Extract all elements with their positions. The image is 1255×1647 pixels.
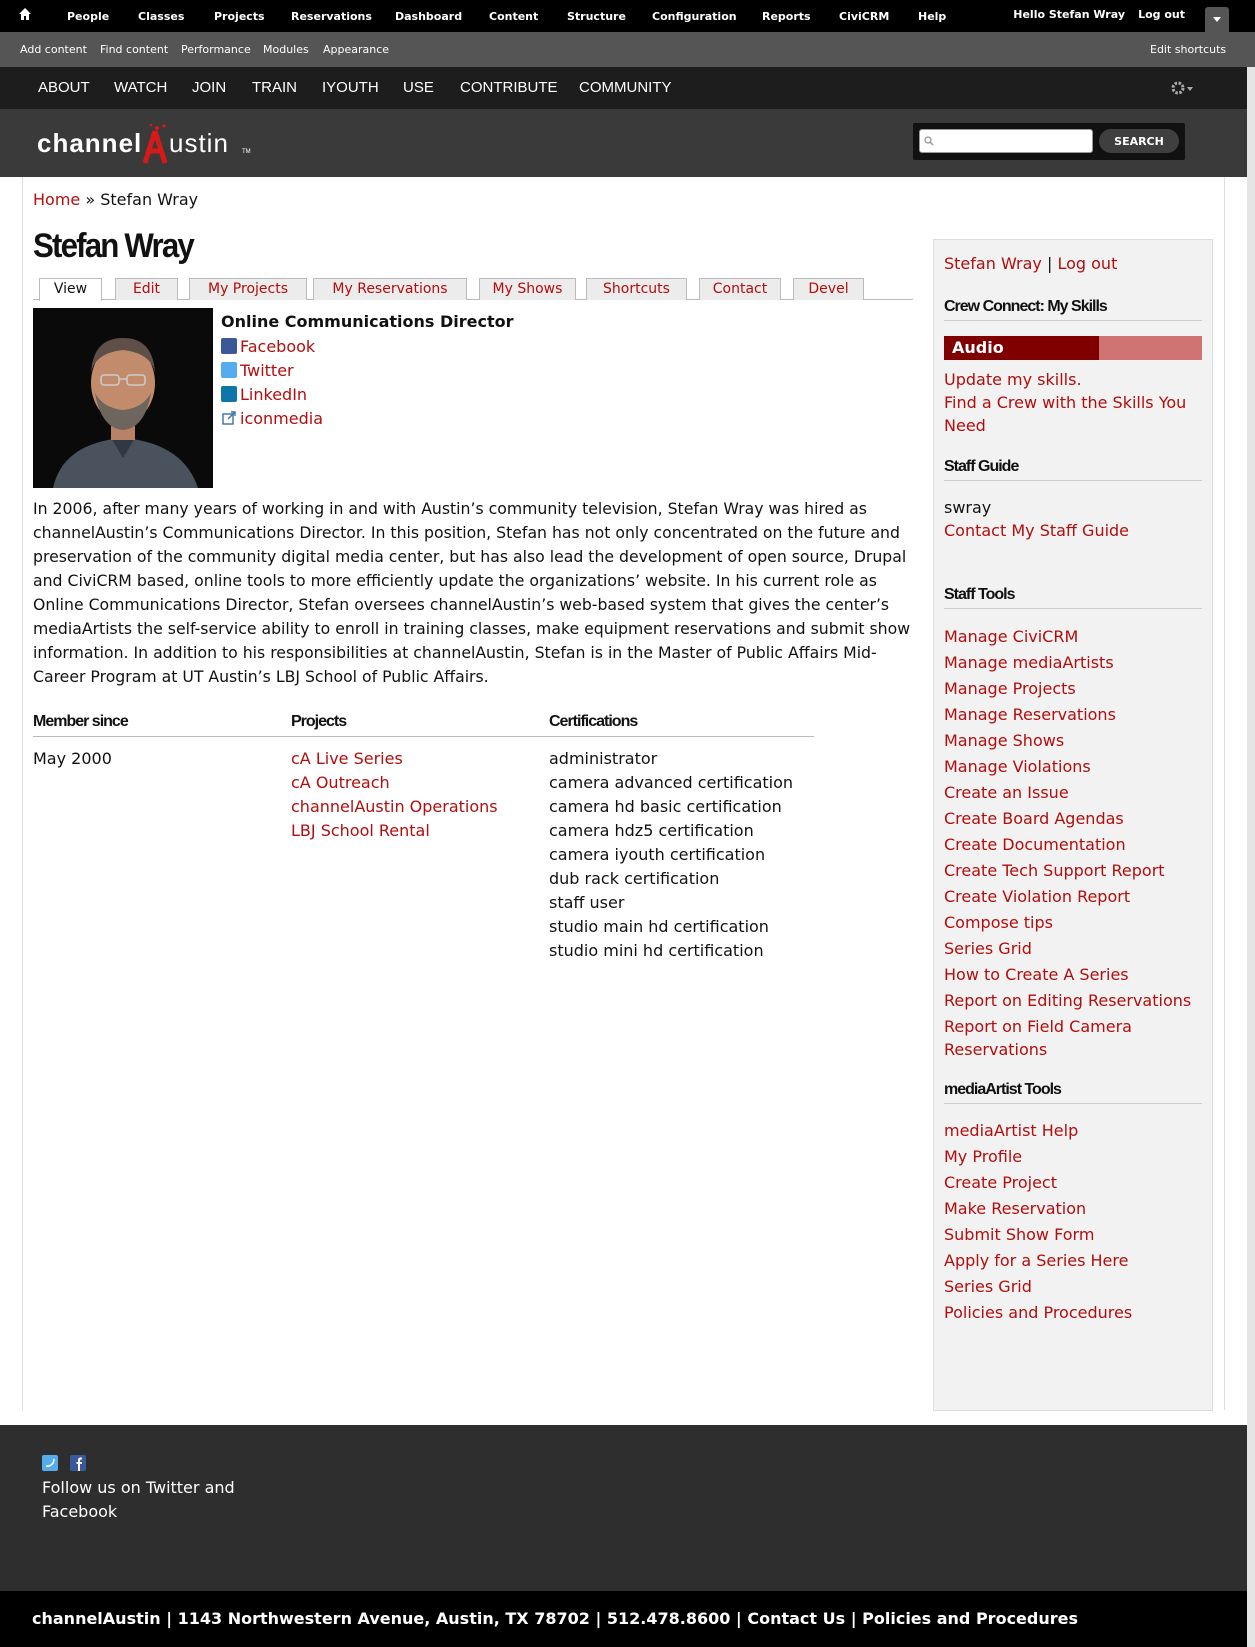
project-link[interactable]: channelAustin Operations bbox=[291, 797, 498, 816]
staff-tool-link[interactable]: Create Violation Report bbox=[944, 887, 1131, 906]
staff-guide-user: swray bbox=[944, 498, 992, 517]
svg-text:TM: TM bbox=[242, 149, 251, 155]
footer-bottom-bar bbox=[0, 1591, 1247, 1647]
twitter-link[interactable]: Twitter bbox=[240, 360, 294, 380]
mediaartist-tool-link[interactable]: My Profile bbox=[944, 1147, 1023, 1166]
external-link-icon bbox=[221, 410, 237, 426]
staff-tools-heading: Staff Tools bbox=[944, 586, 1202, 609]
nav-watch[interactable]: WATCH bbox=[114, 79, 168, 96]
facebook-icon bbox=[221, 338, 237, 354]
toolbar-item-civicrm[interactable]: CiviCRM bbox=[839, 10, 890, 23]
tab-view[interactable]: View bbox=[39, 278, 102, 301]
toolbar-item-reports[interactable]: Reports bbox=[762, 10, 811, 23]
profile-photo bbox=[33, 308, 213, 488]
nav-community[interactable]: COMMUNITY bbox=[579, 79, 672, 96]
toolbar-item-people[interactable]: People bbox=[67, 10, 110, 23]
edit-shortcuts-link[interactable]: Edit shortcuts bbox=[1150, 43, 1227, 56]
admin-toolbar bbox=[0, 0, 1255, 32]
toolbar-item-content[interactable]: Content bbox=[489, 10, 539, 23]
nav-use[interactable]: USE bbox=[403, 79, 434, 96]
footer-address: 1143 Northwestern Avenue, Austin, TX 78702 bbox=[177, 1609, 590, 1628]
tab-edit[interactable]: Edit bbox=[115, 278, 178, 300]
job-title: Online Communications Director bbox=[221, 312, 514, 331]
certifications-heading: Certifications bbox=[549, 713, 814, 737]
tab-my-projects[interactable]: My Projects bbox=[189, 278, 307, 300]
sidebar-user-line bbox=[944, 254, 1117, 273]
chevron-down-icon bbox=[1213, 17, 1221, 22]
linkedin-link[interactable]: LinkedIn bbox=[240, 384, 308, 404]
toolbar-user-greeting[interactable]: Hello Stefan Wray bbox=[1013, 8, 1125, 21]
footer-phone: 512.478.8600 bbox=[606, 1609, 731, 1628]
shortcut-appearance[interactable]: Appearance bbox=[323, 43, 390, 56]
footer-org: channelAustin bbox=[32, 1609, 161, 1628]
certification-item: camera iyouth certification bbox=[549, 845, 766, 864]
member-since-heading: Member since bbox=[33, 713, 298, 737]
mediaartist-tool-link[interactable]: Create Project bbox=[944, 1173, 1057, 1192]
nav-iyouth[interactable]: IYOUTH bbox=[322, 79, 379, 96]
shortcut-bar bbox=[0, 32, 1255, 67]
follow-us-text: Follow us on Twitter and Facebook bbox=[42, 1478, 235, 1521]
breadcrumb-current: Stefan Wray bbox=[100, 190, 199, 209]
staff-tools-list bbox=[944, 625, 1191, 1061]
staff-tool-link[interactable]: Create an Issue bbox=[944, 783, 1069, 802]
certification-item: camera hd basic certification bbox=[549, 797, 782, 816]
footer-separator: | bbox=[166, 1609, 173, 1628]
project-link[interactable]: LBJ School Rental bbox=[291, 821, 430, 840]
site-footer bbox=[0, 1425, 1247, 1591]
footer-contact-link[interactable]: Contact Us bbox=[747, 1609, 846, 1628]
sidebar-logout-link[interactable]: Log out bbox=[1057, 254, 1118, 273]
contact-staff-guide-link[interactable]: Contact My Staff Guide bbox=[944, 521, 1130, 540]
staff-tool-link[interactable]: Report on Field Camera Reservations bbox=[944, 1017, 1132, 1059]
toolbar-item-help[interactable]: Help bbox=[918, 10, 947, 23]
mediaartist-tool-link[interactable]: Make Reservation bbox=[944, 1199, 1087, 1218]
mediaartist-tool-link[interactable]: Series Grid bbox=[944, 1277, 1032, 1296]
mediaartist-tools-list bbox=[944, 1119, 1132, 1324]
certification-item: studio main hd certification bbox=[549, 917, 769, 936]
tab-shortcuts[interactable]: Shortcuts bbox=[586, 278, 687, 300]
projects-heading: Projects bbox=[291, 713, 556, 737]
main-navigation bbox=[0, 67, 1247, 109]
sidebar bbox=[933, 239, 1213, 1411]
toolbar-item-projects[interactable]: Projects bbox=[214, 10, 265, 23]
page-content bbox=[22, 177, 1225, 1410]
breadcrumb-separator: » bbox=[85, 190, 96, 209]
search-icon bbox=[924, 136, 934, 146]
mediaartist-tools-heading: mediaArtist Tools bbox=[944, 1081, 1202, 1104]
mediaartist-tool-link[interactable]: Policies and Procedures bbox=[944, 1303, 1133, 1322]
site-header bbox=[0, 109, 1247, 177]
tab-contact[interactable]: Contact bbox=[699, 278, 781, 300]
sidebar-user-link[interactable]: Stefan Wray bbox=[944, 254, 1042, 273]
member-since-section bbox=[33, 713, 298, 771]
staff-tool-link[interactable]: Create Documentation bbox=[944, 835, 1126, 854]
certification-item: dub rack certification bbox=[549, 869, 720, 888]
skill-progress-bar bbox=[944, 336, 1202, 360]
footer-separator: | bbox=[850, 1609, 857, 1628]
nav-join[interactable]: JOIN bbox=[192, 79, 227, 96]
projects-section bbox=[291, 713, 556, 843]
breadcrumb-home-link[interactable]: Home bbox=[33, 190, 81, 209]
certifications-section bbox=[549, 713, 814, 963]
staff-tool-link[interactable]: Manage Violations bbox=[944, 757, 1091, 776]
shortcut-modules[interactable]: Modules bbox=[263, 43, 309, 56]
search-input[interactable] bbox=[919, 129, 1093, 153]
nav-about[interactable]: ABOUT bbox=[38, 79, 90, 96]
crew-connect-heading: Crew Connect: My Skills bbox=[944, 298, 1202, 321]
window-edge bbox=[1247, 67, 1255, 1647]
staff-tool-link[interactable]: Manage mediaArtists bbox=[944, 653, 1114, 672]
facebook-link[interactable]: Facebook bbox=[240, 336, 316, 356]
staff-tool-link[interactable]: Create Tech Support Report bbox=[944, 861, 1165, 880]
twitter-icon[interactable] bbox=[42, 1455, 58, 1471]
shortcut-add-content[interactable]: Add content bbox=[20, 43, 87, 56]
member-since-value: May 2000 bbox=[33, 749, 112, 768]
tab-my-reservations[interactable]: My Reservations bbox=[313, 278, 467, 300]
toolbar-item-configuration[interactable]: Configuration bbox=[652, 10, 737, 23]
home-icon[interactable] bbox=[18, 7, 32, 21]
profile-tabs bbox=[33, 278, 913, 300]
tab-devel[interactable]: Devel bbox=[793, 278, 864, 300]
staff-tool-link[interactable]: Manage Shows bbox=[944, 731, 1065, 750]
project-link[interactable]: cA Live Series bbox=[291, 749, 403, 768]
footer-social-icons bbox=[42, 1455, 86, 1471]
staff-tool-link[interactable]: Compose tips bbox=[944, 913, 1053, 932]
staff-tool-link[interactable]: Manage CiviCRM bbox=[944, 627, 1079, 646]
breadcrumb bbox=[33, 190, 198, 209]
staff-tool-link[interactable]: Report on Editing Reservations bbox=[944, 991, 1192, 1010]
search-button[interactable]: SEARCH bbox=[1099, 129, 1179, 153]
update-skills-link[interactable]: Update my skills. bbox=[944, 370, 1082, 389]
linkedin-icon bbox=[221, 386, 237, 402]
staff-tool-link[interactable]: Series Grid bbox=[944, 939, 1032, 958]
search-form bbox=[913, 123, 1185, 160]
profile-info bbox=[221, 312, 514, 430]
toolbar-item-dashboard[interactable]: Dashboard bbox=[395, 10, 463, 23]
profile-bio: In 2006, after many years of working in and with Austin’s community television, Stefan Wray was hired as channelAustin’s Communications Director. In this position, Stefan has not only concentrated on the future and preservation of the community digital media center, but has also lead the development of open source, Drupal and CiviCRM based, online tools to more efficiently update the organizations’ website. In his current role as Online Communications Director, Stefan oversees channelAustin’s web-based system that gives the center’s mediaArtists the self-service ability to enroll in training classes, make equipment reservations and submit show information. In addition to his responsibilities at channelAustin, Stefan is in the Master of Public Affairs Mid-Career Program at UT Austin’s LBJ School of Public Affairs. bbox=[33, 499, 911, 686]
toolbar-item-reservations[interactable]: Reservations bbox=[291, 10, 372, 23]
shortcuts-drawer-toggle[interactable] bbox=[1205, 7, 1229, 32]
staff-tool-link[interactable]: How to Create A Series bbox=[944, 965, 1129, 984]
certification-item: staff user bbox=[549, 893, 625, 912]
sidebar-divider: | bbox=[1046, 254, 1053, 273]
certification-item: administrator bbox=[549, 749, 658, 768]
project-link[interactable]: cA Outreach bbox=[291, 773, 390, 792]
facebook-icon[interactable] bbox=[70, 1455, 86, 1471]
crew-links bbox=[944, 368, 1212, 437]
certification-item: camera advanced certification bbox=[549, 773, 794, 792]
staff-tool-link[interactable]: Manage Projects bbox=[944, 679, 1076, 698]
website-link[interactable]: iconmedia bbox=[240, 408, 324, 428]
toolbar-logout-link[interactable]: Log out bbox=[1138, 8, 1185, 21]
staff-tool-link[interactable]: Create Board Agendas bbox=[944, 809, 1124, 828]
staff-guide-list bbox=[944, 496, 1129, 542]
mediaartist-tool-link[interactable]: mediaArtist Help bbox=[944, 1121, 1079, 1140]
shortcut-find-content[interactable]: Find content bbox=[100, 43, 169, 56]
tab-my-shows[interactable]: My Shows bbox=[479, 278, 576, 300]
page-title: Stefan Wray bbox=[33, 227, 193, 265]
certification-item: studio mini hd certification bbox=[549, 941, 764, 960]
toolbar-item-classes[interactable]: Classes bbox=[138, 10, 185, 23]
nav-contribute[interactable]: CONTRIBUTE bbox=[460, 79, 558, 96]
mediaartist-tool-link[interactable]: Apply for a Series Here bbox=[944, 1251, 1129, 1270]
shortcut-performance[interactable]: Performance bbox=[181, 43, 251, 56]
footer-contact-line bbox=[32, 1609, 1078, 1628]
svg-text:ustin: ustin bbox=[169, 128, 229, 158]
find-crew-link[interactable]: Find a Crew with the Skills You Need bbox=[944, 393, 1187, 435]
staff-guide-heading: Staff Guide bbox=[944, 458, 1202, 481]
gear-icon[interactable] bbox=[1170, 80, 1196, 96]
channelaustin-logo[interactable] bbox=[37, 119, 267, 169]
footer-policies-link[interactable]: Policies and Procedures bbox=[862, 1609, 1079, 1628]
footer-separator: | bbox=[595, 1609, 602, 1628]
mediaartist-tool-link[interactable]: Submit Show Form bbox=[944, 1225, 1095, 1244]
staff-tool-link[interactable]: Manage Reservations bbox=[944, 705, 1116, 724]
certification-item: camera hdz5 certification bbox=[549, 821, 754, 840]
twitter-icon bbox=[221, 362, 237, 378]
toolbar-item-structure[interactable]: Structure bbox=[567, 10, 626, 23]
svg-text:channel: channel bbox=[37, 128, 143, 158]
nav-train[interactable]: TRAIN bbox=[252, 79, 297, 96]
skill-progress-fill: Audio bbox=[944, 336, 1099, 360]
footer-separator: | bbox=[735, 1609, 742, 1628]
